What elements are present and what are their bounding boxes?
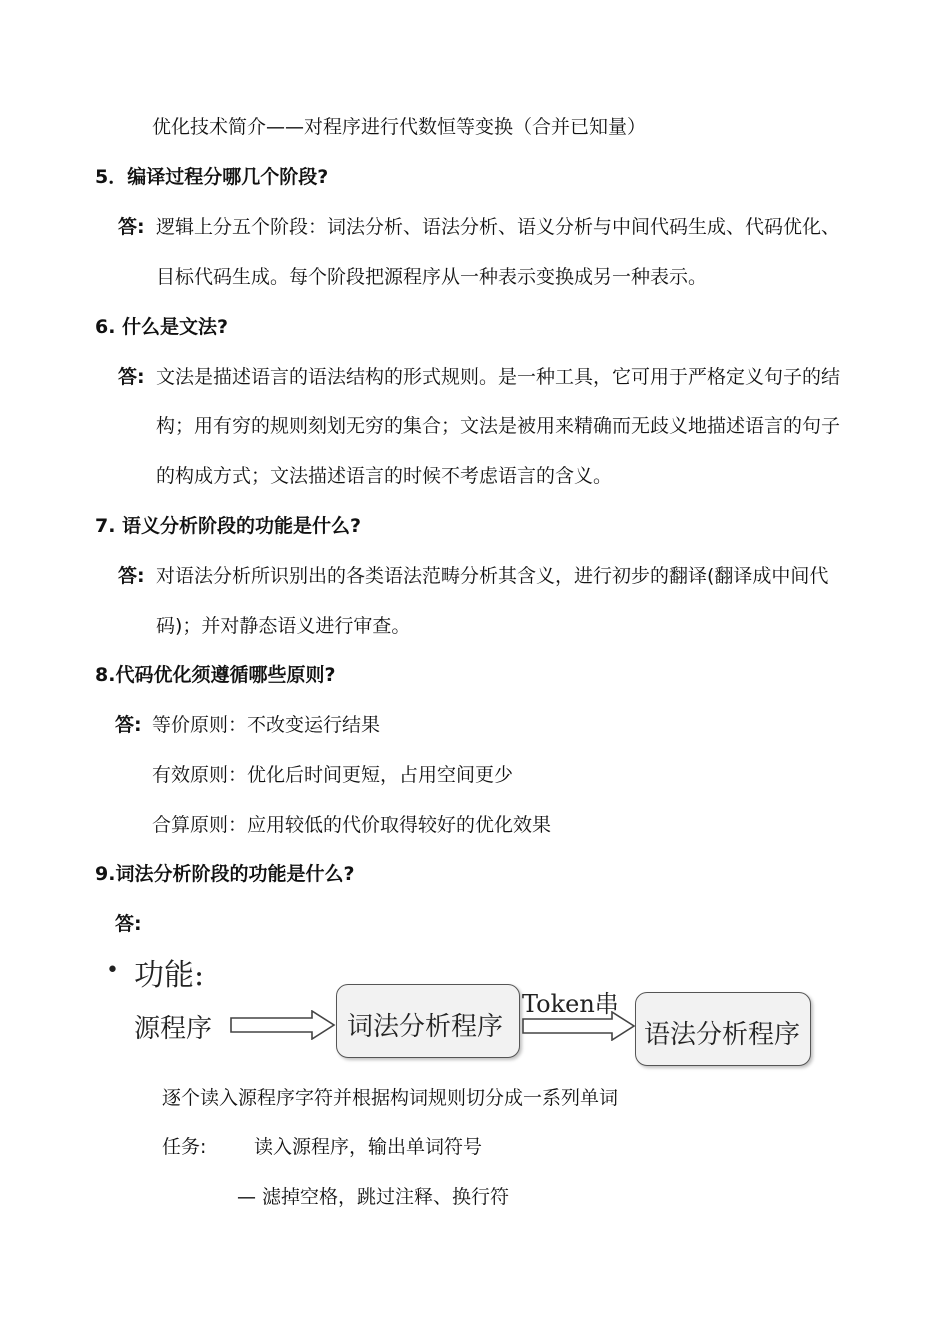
answer-8-label: 答: — [115, 714, 142, 736]
answer-6-line2: 构；用有穷的规则刻划无穷的集合；文法是被用来精确而无歧义地描述语言的句子 — [156, 415, 841, 437]
question-5: 5．编译过程分哪几个阶段? — [95, 166, 329, 188]
question-6: 6. 什么是文法? — [95, 316, 229, 338]
bullet-icon: • — [106, 958, 119, 983]
answer-5-label: 答: — [118, 216, 145, 238]
principle-equivalence: 等价原则：不改变运行结果 — [152, 714, 381, 736]
arrow-right-icon — [230, 1010, 336, 1040]
answer-5-line1: 逻辑上分五个阶段：词法分析、语法分析、语义分析与中间代码生成、代码优化、 — [156, 216, 841, 238]
question-8: 8.代码优化须遵循哪些原则? — [95, 664, 336, 686]
question-7: 7. 语义分析阶段的功能是什么? — [95, 515, 362, 537]
answer-7-line1: 对语法分析所识别出的各类语法范畴分析其含义，进行初步的翻译(翻译成中间代 — [156, 565, 829, 587]
intro-line: 优化技术简介——对程序进行代数恒等变换（合并已知量） — [152, 116, 647, 138]
task-value: 读入源程序，输出单词符号 — [254, 1136, 483, 1158]
principle-effectiveness: 有效原则：优化后时间更短，占用空间更少 — [152, 764, 514, 786]
answer-9-label: 答: — [115, 913, 142, 935]
source-program-label: 源程序 — [134, 1014, 213, 1044]
answer-6-line1: 文法是描述语言的语法结构的形式规则。是一种工具，它可用于严格定义句子的结 — [156, 366, 841, 388]
task-label: 任务: — [162, 1136, 207, 1158]
answer-5-line2: 目标代码生成。每个阶段把源程序从一种表示变换成另一种表示。 — [156, 266, 708, 288]
token-stream-label: Token串 — [522, 990, 619, 1018]
arrow-right-icon — [522, 1011, 636, 1041]
q9-detail-line1: 逐个读入源程序字符并根据构词规则切分成一系列单词 — [162, 1087, 619, 1109]
parser-label: 语法分析程序 — [644, 1020, 801, 1050]
answer-7-label: 答: — [118, 565, 145, 587]
lexer-label: 词法分析程序 — [347, 1012, 504, 1042]
principle-cost-efficiency: 合算原则：应用较低的代价取得较好的优化效果 — [152, 814, 552, 836]
answer-7-line2: 码)；并对静态语义进行审查。 — [156, 615, 411, 637]
question-9: 9.词法分析阶段的功能是什么? — [95, 863, 355, 885]
diagram-title: 功能: — [134, 958, 205, 993]
task-subitem: — 滤掉空格，跳过注释、换行符 — [237, 1186, 510, 1208]
answer-6-label: 答: — [118, 366, 145, 388]
answer-6-line3: 的构成方式；文法描述语言的时候不考虑语言的含义。 — [156, 465, 613, 487]
